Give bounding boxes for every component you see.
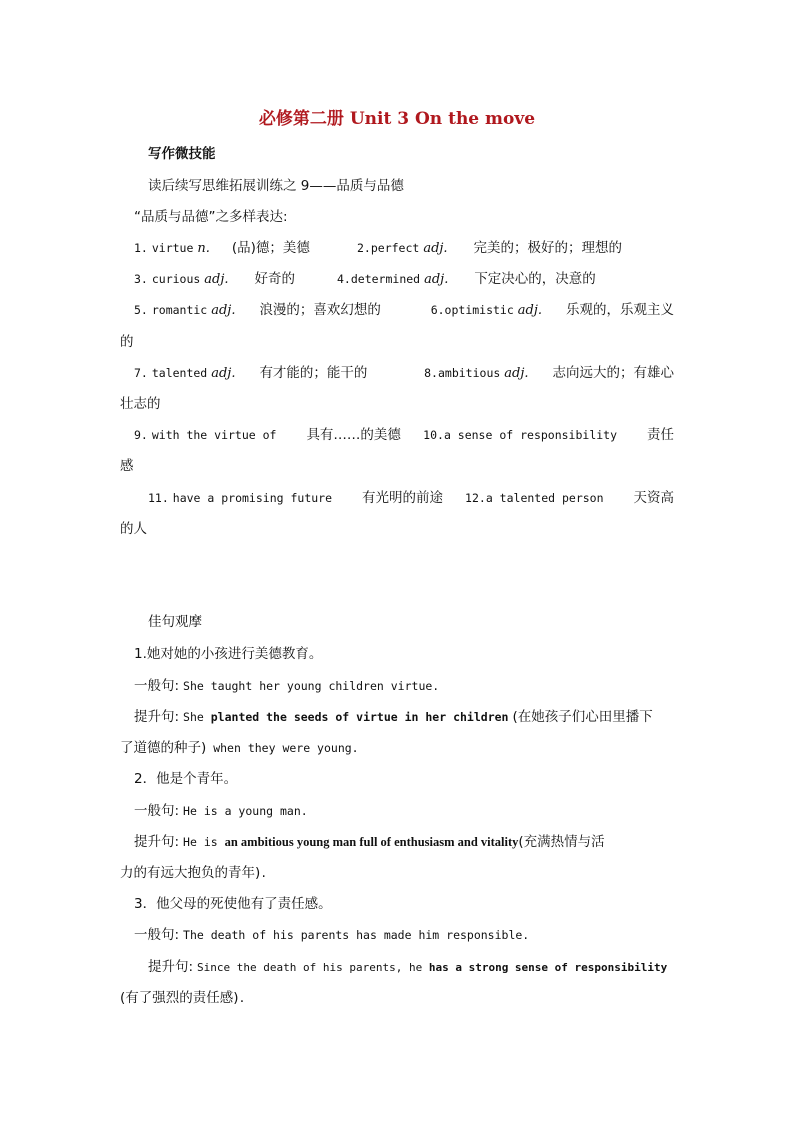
example-2-basic <box>134 802 308 820</box>
vocab-number: 6. <box>430 303 445 317</box>
improved-label: 提升句: <box>134 709 180 725</box>
vocab-pos: adj. <box>424 272 449 287</box>
vocab-meaning: 好奇的 <box>254 271 296 287</box>
page-title: 必修第二册 Unit 3 On the move <box>258 109 536 129</box>
vocab-term: virtue <box>151 241 194 255</box>
example-3-improved-cont <box>120 989 245 1007</box>
vocab-item-6 <box>431 301 674 320</box>
example-3-improved <box>148 958 667 977</box>
example-2-improved-cont <box>120 864 267 882</box>
subtitle: 读后续写思维拓展训练之 9——品质与品德 <box>148 178 404 194</box>
example-2-improved <box>134 833 605 851</box>
section-heading: 写作微技能 <box>148 146 216 162</box>
vocab-term: perfect <box>370 241 420 255</box>
improved-translation: (充满热情与活 <box>518 834 605 850</box>
vocab-term: a sense of responsibility <box>443 428 618 442</box>
improved-text: Since the death of his parents, he <box>197 961 429 974</box>
vocab-term: curious <box>151 272 201 286</box>
vocab-number: 10. <box>423 428 444 442</box>
improved-translation-cont: (有了强烈的责任感) <box>120 990 239 1006</box>
improved-highlight: has a strong sense of responsibility <box>428 961 668 974</box>
vocab-pos: adj. <box>211 366 236 381</box>
vocab-row-5 <box>134 426 674 444</box>
vocab-item-9 <box>134 426 401 444</box>
vocab-meaning: 志向远大的；有雄心 <box>552 365 674 381</box>
vocab-term: a talented person <box>485 491 604 505</box>
improved-label: 提升句: <box>134 834 180 850</box>
vocab-row-6 <box>148 489 674 507</box>
vocab-meaning: 乐观的，乐观主义 <box>566 302 674 318</box>
vocab-meaning: 完美的；极好的；理想的 <box>473 240 623 256</box>
vocab-term: have a promising future <box>172 491 333 505</box>
vocab-number: 11. <box>148 491 169 505</box>
vocab-pos: adj. <box>517 303 543 318</box>
vocab-meaning: (品)德；美德 <box>231 240 310 256</box>
example-1-prompt: 1.她对她的小孩进行美德教育。 <box>134 646 323 662</box>
vocab-item-11 <box>148 489 443 507</box>
vocab-item-3 <box>134 270 295 289</box>
improved-translation-cont: 了道德的种子) <box>120 740 207 756</box>
vocab-meaning: 具有……的美德 <box>306 427 401 443</box>
vocab-meaning: 天资高 <box>633 490 674 506</box>
vocab-item-1 <box>134 239 310 258</box>
vocab-row-4 <box>134 364 674 383</box>
vocab-meaning: 责任 <box>647 427 674 443</box>
sentences-heading: 佳句观摩 <box>148 614 202 630</box>
vocab-item-2 <box>357 239 622 258</box>
vocab-pos: n. <box>197 241 210 256</box>
vocab-number: 12. <box>465 491 486 505</box>
vocab-pos: adj. <box>504 366 529 381</box>
improved-text-end: when they were young. <box>206 741 359 755</box>
improved-text: He is <box>183 835 225 849</box>
vocab-item-12-cont: 的人 <box>120 521 147 537</box>
improved-text-end: . <box>238 991 246 1005</box>
vocab-meaning: 有光明的前途 <box>361 490 443 506</box>
vocab-number: 2. <box>357 241 371 255</box>
vocab-item-8-cont: 壮志的 <box>120 396 161 412</box>
vocab-row-3 <box>134 301 674 320</box>
vocab-pos: adj. <box>211 303 236 318</box>
example-1-improved-cont <box>120 739 359 757</box>
vocab-term: determined <box>350 272 421 286</box>
improved-text: She <box>183 710 211 724</box>
vocab-item-6-cont: 的 <box>120 334 134 350</box>
improved-translation: (在她孩子们心田里播下 <box>512 709 653 725</box>
expressions-intro: “品质与品德”之多样表达: <box>134 209 288 225</box>
basic-label: 一般句: <box>134 678 180 694</box>
vocab-item-4 <box>337 270 596 289</box>
vocab-item-8 <box>424 364 674 383</box>
vocab-item-10 <box>423 426 674 444</box>
vocab-meaning: 有才能的；能干的 <box>259 365 368 381</box>
vocab-term: romantic <box>151 303 208 317</box>
improved-label: 提升句: <box>148 959 194 975</box>
vocab-term: ambitious <box>437 366 501 380</box>
vocab-item-5 <box>134 301 381 320</box>
vocab-number: 3. <box>134 272 148 286</box>
improved-text-end: . <box>260 866 268 880</box>
vocab-number: 7. <box>134 366 148 380</box>
vocab-item-12 <box>465 489 674 507</box>
vocab-number: 5. <box>134 303 148 317</box>
improved-translation-cont: 力的有远大抱负的青年) <box>120 865 261 881</box>
vocab-pos: adj. <box>204 272 229 287</box>
vocab-item-10-cont: 感 <box>120 458 134 474</box>
basic-sentence: She taught her young children virtue. <box>183 679 440 693</box>
vocab-number: 4. <box>337 272 351 286</box>
basic-label: 一般句: <box>134 803 180 819</box>
vocab-meaning: 浪漫的；喜欢幻想的 <box>259 302 381 318</box>
example-1-basic <box>134 677 439 695</box>
vocab-item-7 <box>134 364 367 383</box>
basic-sentence: He is a young man. <box>183 804 308 818</box>
improved-highlight: an ambitious young man full of enthusiasm and vitality <box>224 835 519 849</box>
vocab-number: 8. <box>424 366 438 380</box>
vocab-pos: adj. <box>423 241 448 256</box>
example-2-prompt: 2．他是个青年。 <box>134 771 238 787</box>
vocab-number: 1. <box>134 241 148 255</box>
vocab-term: talented <box>151 366 208 380</box>
vocab-term: with the virtue of <box>151 428 277 442</box>
improved-highlight: planted the seeds of virtue in her children <box>210 710 509 724</box>
basic-label: 一般句: <box>134 927 180 943</box>
example-3-prompt: 3．他父母的死使他有了责任感。 <box>134 896 332 912</box>
basic-sentence: The death of his parents has made him responsible. <box>183 928 530 942</box>
example-1-improved <box>134 708 653 726</box>
example-3-basic <box>134 926 529 944</box>
vocab-number: 9. <box>134 428 148 442</box>
vocab-term: optimistic <box>444 303 514 317</box>
vocab-meaning: 下定决心的，决意的 <box>474 271 596 287</box>
